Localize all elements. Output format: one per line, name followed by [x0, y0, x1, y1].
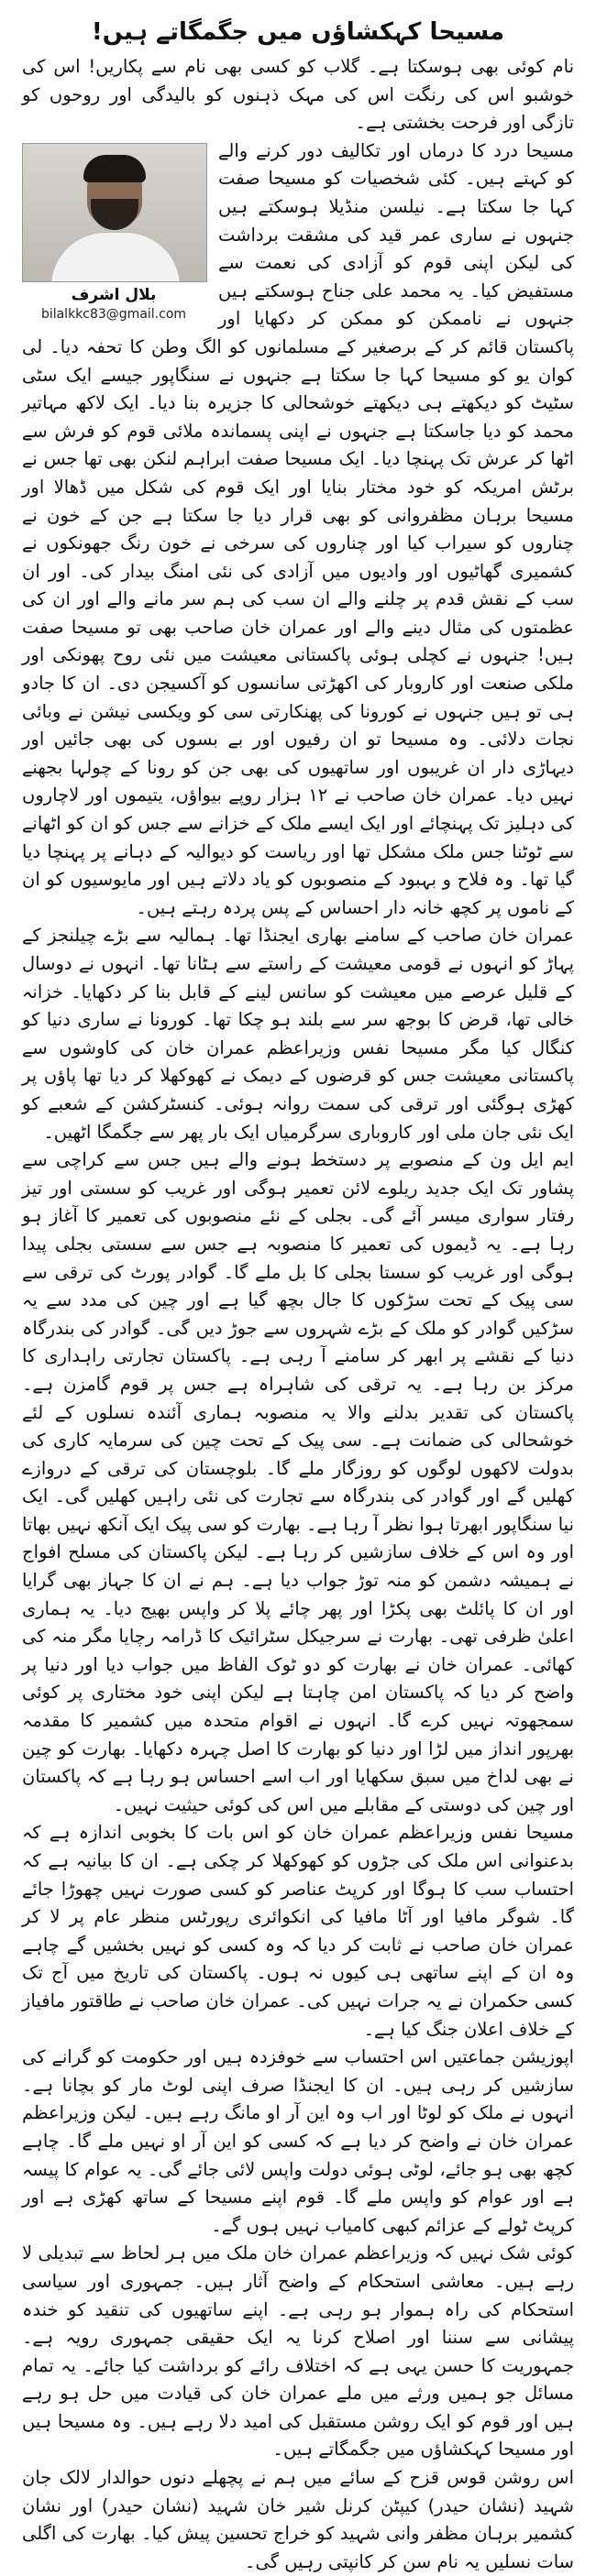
- article-body-with-author: [22, 137, 574, 923]
- author-name: بلال اشرف: [71, 285, 157, 304]
- article-headline: مسیحا کہکشاؤں میں جگمگاتے ہیں!: [91, 18, 505, 46]
- article-paragraph: مسیحا نفس وزیراعظم عمران خان کو اس بات کا بخوبی اندازہ ہے کہ بدعنوانی اس ملک کی جڑوں کو کھوکھلا کر چکی ہے۔ ان کا بیانیہ ہے کہ احتساب سب کا ہوگا اور کرپٹ عناصر کو کسی صورت نہیں چھوڑا جائے گا۔ شوگر مافیا اور آٹا مافیا کی انکوائری رپورٹس منظر عام پر لا کر عمران خان صاحب نے ثابت کر دیا کہ وہ کسی کو نہیں بخشیں گے چاہے وہ ان کے اپنے ساتھی ہی کیوں نہ ہوں۔ پاکستان کی تاریخ میں آج تک کسی حکمران نے یہ جرات نہیں کی۔ عمران خان صاحب نے طاقتور مافیاز کے خلاف اعلان جنگ کیا ہے۔: [22, 1822, 574, 2040]
- article-paragraph: مسیحا درد کا درماں اور تکالیف دور کرنے والے کو کہتے ہیں۔ کئی شخصیات کو مسیحا صفت کہا جا سکتا ہے۔ نیلسن منڈیلا ہوسکتے ہیں جنہوں نے ساری عمر قید کی مشقت برداشت کی لیکن اپنی قوم کو آزادی کی نعمت سے مستفیض کیا۔ یہ محمد علی جناح ہوسکتے ہیں جنہوں نے ناممکن کو ممکن کر دکھایا اور پاکستان قائم کر کے برصغیر کے مسلمانوں کو الگ وطن کا تحفہ دیا۔ لی کوان یو کو مسیحا کہا جا سکتا ہے جنہوں نے سنگاپور جیسے ایک سٹی سٹیٹ کو دیکھتے ہی دیکھتے خوشحالی کا جزیرہ بنا دیا۔ ایک لاکھ مہاتیر محمد کو دیا جاسکتا ہے جنہوں نے اپنی پسماندہ ملائی قوم کو فرش سے اٹھا کر عرش تک پہنچا دیا۔ ایک مسیحا صفت ابراہم لنکن بھی تھا جس نے برٹش امریکہ کو خود مختار بنایا اور ایک قوم کی شکل میں ڈھالا اور مسیحا برہان مظفروانی کو بھی قرار دیا جا سکتا ہے جن کے خون نے چناروں کو سیراب کیا اور چناروں کی سرخی نے خون رنگ جھونکوں نے کشمیری گھاٹیوں اور وادیوں میں آزادی کی نئی امنگ بیدار کی۔ اور ان سب کے نقش قدم پر چلنے والے ان سب کی ہم سر مانے والے اور ان کی عظمتوں کی مثال دینے والے اور عمران خان صاحب بھی تو مسیحا صفت ہیں! جنہوں نے کچلی ہوئی پاکستانی معیشت میں نئی روح پھونکی اور ملکی صنعت اور کاروبار کی اکھڑتی سانسوں کو آکسیجن دی۔ ان کا جادو ہی تو ہیں جنہوں نے کورونا کی پھنکارتی سی کو ویکسی نیشن نے وبائی نجات دلائی۔ وہ مسیحا تو ان رفیوں اور بے بسوں کی بھی جائیں اور دیہاڑی دار ان غریبوں اور ساتھیوں کی بھی جن کو رونا کے چولہا بجھنے نہیں دیا۔ عمران خان صاحب نے ۱۲ ہزار روپے بیواؤں، یتیموں اور لاچاروں کی دہلیز تک پہنچائے اور ایک ایسے ملک کے خزانے سے جس کو ان کو اٹھانے سے ٹوٹنا جس ملک مشکل تھا اور ریاست کو دیوالیہ کے دہانے پر پہنچا دیا گیا تھا۔ وہ فلاح و بہبود کے منصوبوں کو یاد دلاتے ہیں اور مایوسیوں کو ان کے ناموں پر کچھ خانہ دار احساس کے پس پردہ رہتے ہیں۔: [22, 139, 574, 918]
- author-photo: [22, 143, 207, 282]
- author-byline: [22, 143, 205, 323]
- author-email[interactable]: bilalkkc83@gmail.com: [40, 306, 187, 322]
- article-paragraph: ایم ایل ون کے منصوبے پر دستخط ہونے والے ہیں جس سے کراچی سے پشاور تک ایک جدید ریلوے لائن تعمیر ہوگی اور غریب کو سستی اور تیز رفتار سواری میسر آئے گی۔ بجلی کے نئے منصوبوں کی تعمیر کا آغاز ہو رہا ہے۔ یہ ڈیموں کی تعمیر کا منصوبہ ہے جس سے سستی بجلی پیدا ہوگی اور غریب کو سستا بجلی کا بل ملے گا۔ گوادر پورٹ کی ترقی سے سی پیک کے تحت سڑکوں کا جال بچھ گیا ہے اور چین کی مدد سے یہ سڑکیں گوادر کو ملک کے بڑے شہروں سے جوڑ دیں گی۔ گوادر کی بندرگاہ دنیا کے نقشے پر ابھر کر سامنے آ رہی ہے۔ پاکستان تجارتی راہداری کا مرکز بن رہا ہے۔ یہ ترقی کی شاہراہ ہے جس پر قوم گامزن ہے۔ پاکستان کی تقدیر بدلنے والا یہ منصوبہ ہماری آئندہ نسلوں کے لئے خوشحالی کی ضمانت ہے۔ سی پیک کے تحت چین کی سرمایہ کاری کی بدولت لاکھوں لوگوں کو روزگار ملے گا۔ بلوچستان کی ترقی کے دروازے کھلیں گے اور گوادر کی بندرگاہ سے تجارت کی نئی راہیں کھلیں گی۔ ایک نیا سنگاپور ابھرتا ہوا نظر آ رہا ہے۔ بھارت کو سی پیک ایک آنکھ نہیں بھاتا اور وہ اس کے خلاف سازشیں کر رہا ہے۔ لیکن پاکستان کی مسلح افواج نے ہمیشہ دشمن کو منہ توڑ جواب دیا ہے۔ ہم نے ان کا جہاز بھی گرایا اور ان کا پائلٹ بھی پکڑا اور پھر چائے پلا کر واپس بھیج دیا۔ یہ ہماری اعلیٰ ظرفی تھی۔ بھارت نے سرجیکل سٹرائیک کا ڈرامہ رچایا مگر منہ کی کھائی۔ عمران خان نے بھارت کو دو ٹوک الفاظ میں جواب دیا اور دنیا پر واضح کر دیا کہ پاکستان امن چاہتا ہے لیکن اپنی خود مختاری پر کوئی سمجھوتہ نہیں کرے گا۔ انہوں نے اقوام متحدہ میں کشمیر کا مقدمہ بھرپور انداز میں لڑا اور دنیا کو بھارت کا اصل چہرہ دکھایا۔ بھارت کو چین نے بھی لداخ میں سبق سکھایا اور اب اسے احساس ہو رہا ہے کہ پاکستان اور چین کی دوستی کے مقابلے میں اس کی کوئی حیثیت نہیں۔: [21, 1149, 574, 1815]
- article-paragraph: اپوزیشن جماعتیں اس احتساب سے خوفزدہ ہیں اور حکومت کو گرانے کی سازشیں کر رہی ہیں۔ ان کا ایجنڈا صرف اپنی لوٹ مار کو بچانا ہے۔ انہوں نے ملک کو لوٹا اور اب وہ این آر او مانگ رہے ہیں۔ لیکن وزیراعظم عمران خان نے واضح کر دیا ہے کہ کسی کو این آر او نہیں ملے گا۔ چاہے کچھ بھی ہو جائے، لوٹی ہوئی دولت واپس لائی جائے گی۔ یہ عوام کا پیسہ ہے اور عوام کو واپس ملے گا۔ قوم اپنے مسیحا کے ساتھ کھڑی ہے اور کرپٹ ٹولے کے عزائم کبھی کامیاب نہیں ہوں گے۔: [22, 2046, 574, 2236]
- article-paragraph: عمران خان صاحب کے سامنے بھاری ایجنڈا تھا۔ ہمالیہ سے بڑے چیلنجز کے پہاڑ کو انہوں نے قومی معیشت کے راستے سے ہٹانا تھا۔ انہوں نے دوسال کے قلیل عرصے میں معیشت کو سانس لینے کے قابل بنا کر دکھایا۔ خزانہ خالی تھا، قرض کا بوجھ سر سے بلند ہو چکا تھا۔ کورونا نے ساری دنیا کو کنگال کیا مگر مسیحا نفس وزیراعظم عمران خان کی کاوشوں سے پاکستانی معیشت جس کو قرضوں کے دیمک نے کھوکھلا کر دیا تھا پاؤں پر کھڑی ہوگئی اور ترقی کی سمت روانہ ہوئی۔ کنسٹرکشن کے شعبے کو ایک نئی جان ملی اور کاروباری سرگرمیاں ایک بار پھر سے جگمگا اٹھیں۔: [22, 925, 574, 1143]
- article-paragraph: اس روشن قوس قزح کے سائے میں ہم نے پچھلے دنوں حوالدار لالک جان شہید (نشان حیدر) کیپٹن کرنل شیر خان شہید (نشان حیدر) اور نشان کشمیر برہان مظفر وانی شہید کو خراج تحسین پیش کیا۔ بھارت کی اگلی سات نسلیں یہ نام سن کر کانپتی رہیں گی۔: [22, 2467, 574, 2572]
- article-paragraph: نام کوئی بھی ہوسکتا ہے۔ گلاب کو کسی بھی نام سے پکاریں! اس کی خوشبو اس کی رنگت اس کی مہک ذہنوں کو بالیدگی اور روحوں کو تازگی اور فرحت بخشتی ہے۔: [22, 56, 574, 134]
- article-paragraph: کوئی شک نہیں کہ وزیراعظم عمران خان ملک میں ہر لحاظ سے تبدیلی لا رہے ہیں۔ معاشی استحکام کے واضح آثار ہیں۔ جمہوری اور سیاسی استحکام کی راہ ہموار ہو رہی ہے۔ اپنے ساتھیوں کی تنقید کو خندہ پیشانی سے سننا اور اصلاح کرنا یہ ایک حقیقی جمہوری رویہ ہے۔ جمہوریت کا حسن یہی ہے کہ اختلاف رائے کو برداشت کیا جائے۔ یہ تمام مسائل جو ہمیں ورثے میں ملے عمران خان کی قیادت میں حل ہو رہے ہیں اور قوم کو ایک روشن مستقبل کی امید دلا رہے ہیں۔ وہ مسیحا ہیں اور مسیحا کہکشاؤں میں جگمگاتے ہیں۔: [22, 2242, 574, 2461]
